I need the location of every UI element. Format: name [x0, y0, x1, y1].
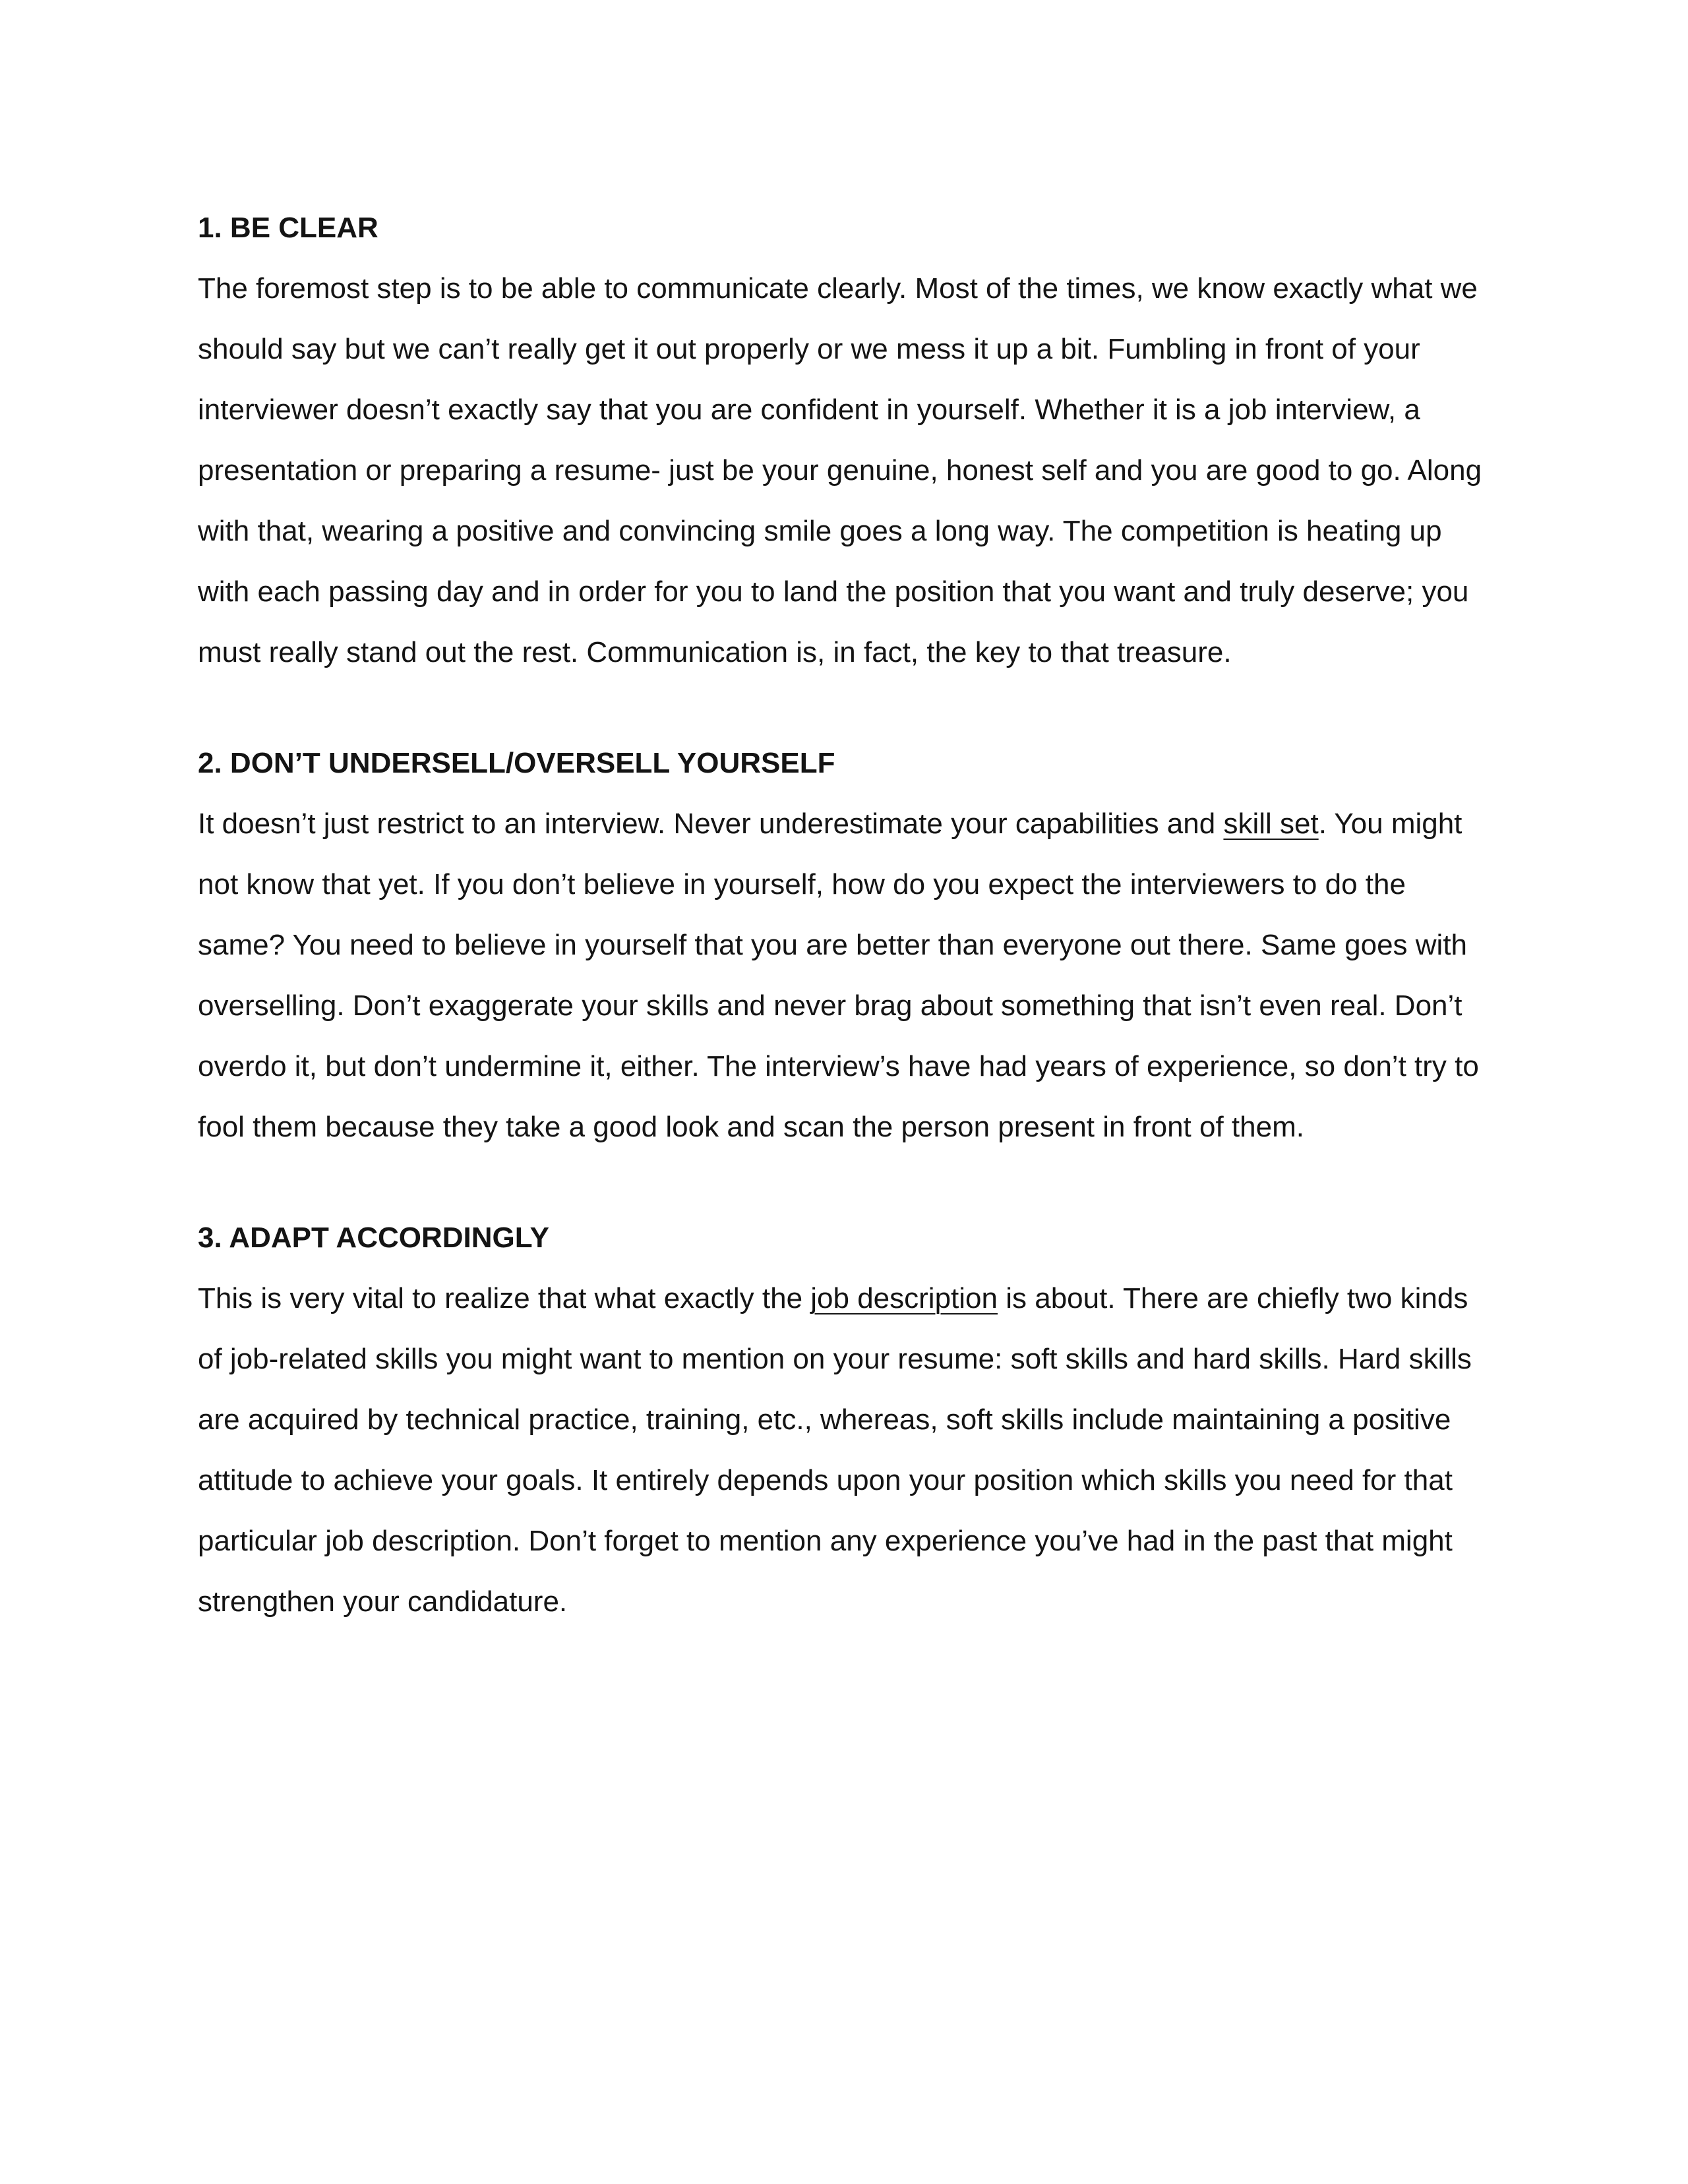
paragraph-text: is about. There are chiefly two kinds of job-related skills you might want to mention on your resume: soft skills and hard skills. Hard skills are acquired by technical practice, training, etc., whereas, soft skills include maintaining a positive attitude to achieve your goals. It entirely depends upon your position which skills you need for that particular job description. Don’t forget to mention any experience you’ve had in the past that might strengthen your candidature. [198, 1282, 1472, 1618]
document-page [198, 198, 1490, 1632]
section-paragraph [198, 1268, 1490, 1632]
section-be-clear [198, 198, 1490, 683]
section-paragraph: The foremost step is to be able to communicate clearly. Most of the times, we know exactly what we should say but we can’t really get it out properly or we mess it up a bit. Fumbling in front of your interviewer doesn’t exactly say that you are confident in yourself. Whether it is a job interview, a presentation or preparing a resume- just be your genuine, honest self and you are good to go. Along with that, wearing a positive and convincing smile goes a long way. The competition is heating up with each passing day and in order for you to land the position that you want and truly deserve; you must really stand out the rest. Communication is, in fact, the key to that treasure. [198, 272, 1482, 668]
paragraph-text: . You might not know that yet. If you don’t believe in yourself, how do you expect the interviewers to do the same? You need to believe in yourself that you are better than everyone out there. Same goes with overselling. Don’t exaggerate your skills and never brag about something that isn’t even real. Don’t overdo it, but don’t undermine it, either. The interview’s have had years of experience, so don’t try to fool them because they take a good look and scan the person present in front of them. [198, 808, 1479, 1143]
section-adapt-accordingly [198, 1208, 1490, 1632]
section-paragraph [198, 794, 1490, 1158]
paragraph-text: This is very vital to realize that what exactly the [198, 1282, 811, 1314]
section-heading: 3. ADAPT ACCORDINGLY [198, 1222, 549, 1254]
skill-set-link[interactable]: skill set [1223, 808, 1319, 840]
paragraph-text: It doesn’t just restrict to an interview. Never underestimate your capabilities and [198, 808, 1224, 840]
section-heading: 1. BE CLEAR [198, 212, 378, 244]
job-description-link[interactable]: job description [810, 1282, 998, 1314]
section-dont-undersell [198, 733, 1490, 1158]
section-heading: 2. DON’T UNDERSELL/OVERSELL YOURSELF [198, 747, 835, 779]
